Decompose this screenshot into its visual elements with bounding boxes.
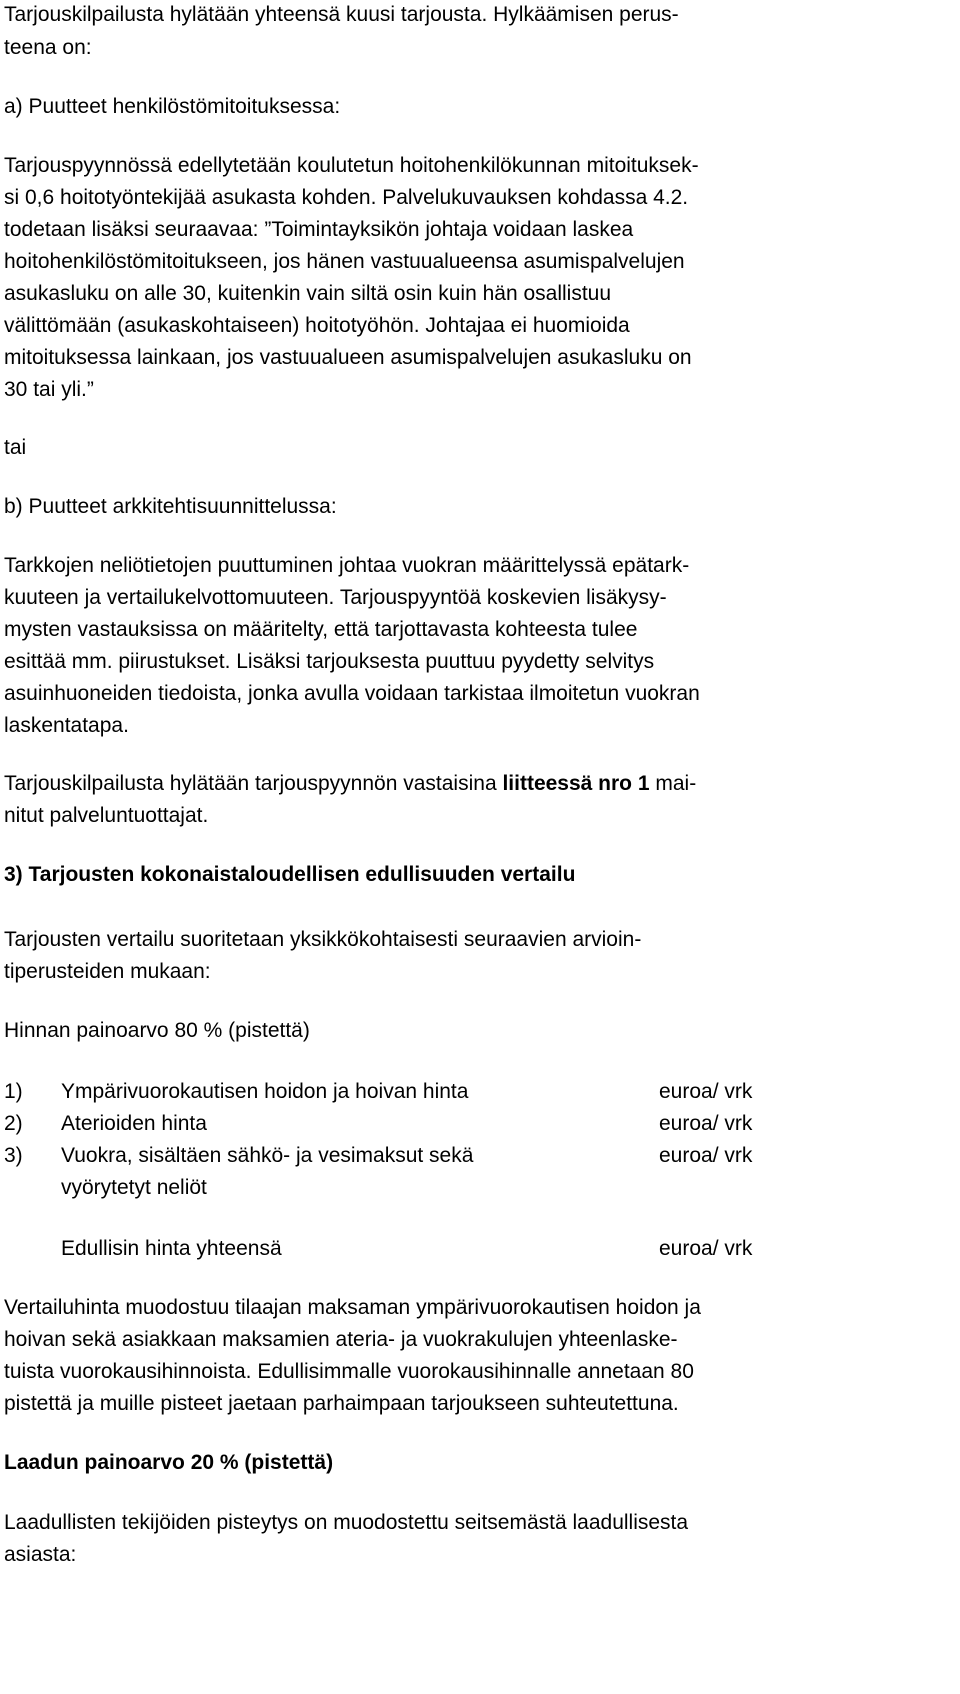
price-total-label: Edullisin hinta yhteensä — [61, 1237, 282, 1260]
price-item-number: 2) — [4, 1112, 23, 1135]
section-b-line-5: asuinhuoneiden tiedoista, jonka avulla voidaan tarkistaa ilmoitetun vuokran — [4, 682, 700, 705]
price-item-label: Aterioiden hinta — [61, 1112, 207, 1135]
comparison-line-3: tuista vuorokausihinnoista. Edullisimmalle vuorokausihinnalle annetaan 80 — [4, 1360, 694, 1383]
appendix-reference: liitteessä nro 1 — [502, 772, 650, 795]
section-a-line-1: Tarjouspyynnössä edellytetään koulutetun hoitohenkilökunnan mitoituksek- — [4, 154, 699, 177]
section-b-line-6: laskentatapa. — [4, 714, 129, 737]
section-b-line-1: Tarkkojen neliötietojen puuttuminen johtaa vuokran määrittelyssä epätark- — [4, 554, 690, 577]
excluded-line-2: nitut palveluntuottajat. — [4, 804, 209, 827]
price-item-unit: euroa/ vrk — [659, 1080, 753, 1103]
section-b-line-4: esittää mm. piirustukset. Lisäksi tarjouksesta puuttuu pyydetty selvitys — [4, 650, 655, 673]
section-b-line-3: mysten vastauksissa on määritelty, että tarjottavasta kohteesta tulee — [4, 618, 638, 641]
price-item-label-continued: vyörytetyt neliöt — [61, 1176, 207, 1199]
excluded-text-before: Tarjouskilpailusta hylätään tarjouspyynnön vastaisina — [4, 772, 503, 795]
comparison-line-4: pistettä ja muille pisteet jaetaan parhaimpaan tarjoukseen suhteutettuna. — [4, 1392, 679, 1415]
excluded-text-after: mai- — [649, 772, 697, 795]
intro-line-2: teena on: — [4, 36, 92, 59]
price-item-unit: euroa/ vrk — [659, 1144, 753, 1167]
comparison-line-1: Vertailuhinta muodostuu tilaajan maksaman ympärivuorokautisen hoidon ja — [4, 1296, 701, 1319]
section-3-intro-line-1: Tarjousten vertailu suoritetaan yksikkökohtaisesti seuraavien arvioin- — [4, 928, 642, 951]
section-a-line-5: asukasluku on alle 30, kuitenkin vain siltä osin kuin hän osallistuu — [4, 282, 612, 305]
price-weight-heading: Hinnan painoarvo 80 % (pistettä) — [4, 1019, 310, 1042]
comparison-line-2: hoivan sekä asiakkaan maksamien ateria- ja vuokrakulujen yhteenlaske- — [4, 1328, 678, 1351]
intro-line-1: Tarjouskilpailusta hylätään yhteensä kuusi tarjousta. Hylkäämisen perus- — [4, 3, 679, 26]
section-a-line-6: välittömään (asukaskohtaiseen) hoitotyöhön. Johtajaa ei huomioida — [4, 314, 630, 337]
price-item-unit: euroa/ vrk — [659, 1112, 753, 1135]
section-a-line-8: 30 tai yli.” — [4, 378, 94, 401]
section-a-line-4: hoitohenkilöstömitoitukseen, jos hänen vastuualueensa asumispalvelujen — [4, 250, 685, 273]
price-total-unit: euroa/ vrk — [659, 1237, 753, 1260]
section-3-heading: 3) Tarjousten kokonaistaloudellisen edullisuuden vertailu — [4, 863, 576, 886]
price-item-label: Ympärivuorokautisen hoidon ja hoivan hinta — [61, 1080, 469, 1103]
price-item-number: 1) — [4, 1080, 23, 1103]
section-a-line-3: todetaan lisäksi seuraavaa: ”Toimintayksikön johtaja voidaan laskea — [4, 218, 634, 241]
excluded-line-1 — [4, 773, 696, 794]
quality-line-1: Laadullisten tekijöiden pisteytys on muodostettu seitsemästä laadullisesta — [4, 1511, 689, 1534]
section-a-line-2: si 0,6 hoitotyöntekijää asukasta kohden. Palvelukuvauksen kohdassa 4.2. — [4, 186, 689, 209]
section-a-line-7: mitoituksessa lainkaan, jos vastuualueen asumispalvelujen asukasluku on — [4, 346, 692, 369]
quality-line-2: asiasta: — [4, 1543, 77, 1566]
price-item-label: Vuokra, sisältäen sähkö- ja vesimaksut sekä — [61, 1144, 474, 1167]
section-a-heading: a) Puutteet henkilöstömitoituksessa: — [4, 95, 341, 118]
section-b-heading: b) Puutteet arkkitehtisuunnittelussa: — [4, 495, 337, 518]
section-b-line-2: kuuteen ja vertailukelvottomuuteen. Tarjouspyyntöä koskevien lisäkysy- — [4, 586, 667, 609]
or-text: tai — [4, 436, 27, 459]
section-3-intro-line-2: tiperusteiden mukaan: — [4, 960, 211, 983]
price-item-number: 3) — [4, 1144, 23, 1167]
quality-weight-heading: Laadun painoarvo 20 % (pistettä) — [4, 1451, 334, 1474]
